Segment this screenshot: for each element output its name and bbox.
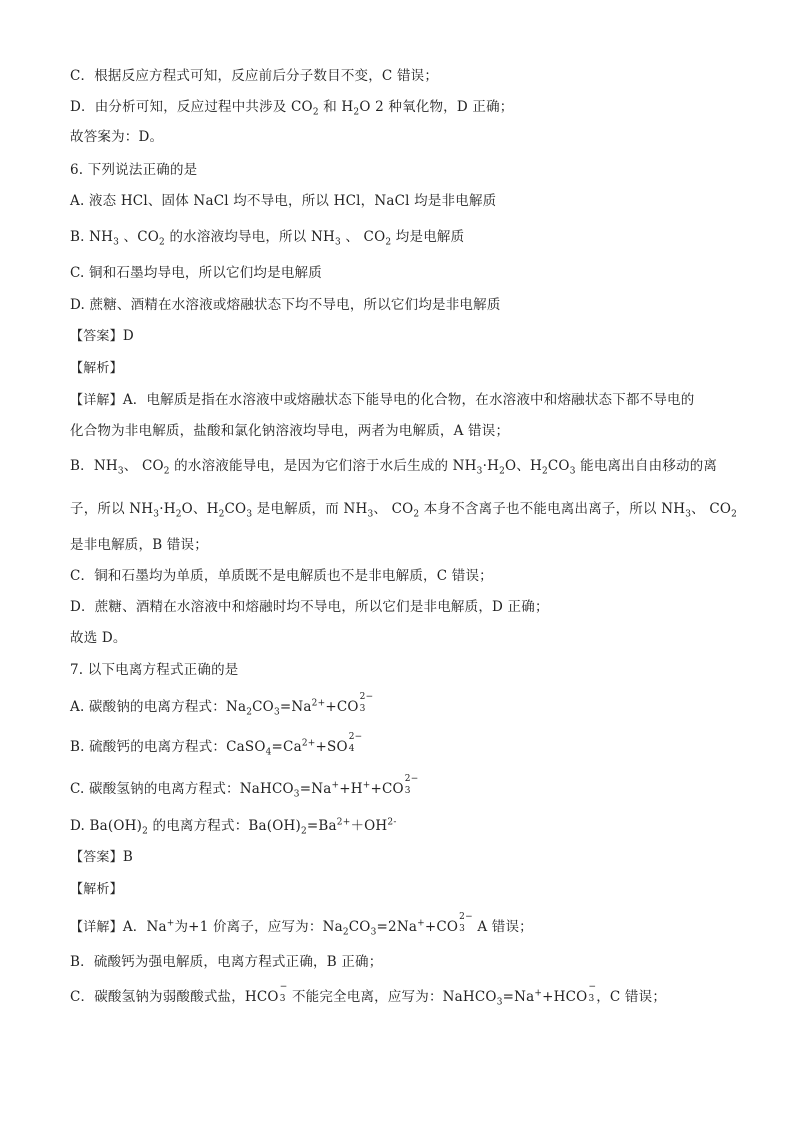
text-line-27: B．硫酸钙为强电解质，电离方程式正确，B 正确； xyxy=(70,954,383,970)
text-line-28: C．碳酸氢钠为弱酸酸式盐，HCO − 3 不能完全电离，应写为：NaHCO$_3$=Na++HCO − 3 ，C 错误； xyxy=(70,981,667,1008)
text-line-12: 化合物为非电解质，盐酸和氯化钠溶液均导电，两者为电解质，A 错误； xyxy=(70,423,510,439)
text-line-17: D．蔗糖、酒精在水溶液中和熔融时均不导电，所以它们是非电解质，D 正确； xyxy=(70,599,549,615)
text-line-15: 是非电解质，B 错误； xyxy=(70,537,208,553)
text-line-11: 【详解】A．电解质是指在水溶液中或熔融状态下能导电的化合物，在水溶液中和熔融状态下都不导电的 xyxy=(70,392,695,408)
text-line-2: D．由分析可知，反应过程中共涉及 $CO_2$ 和 $H_2O$ 2 种氧化物，D 正确； xyxy=(70,99,514,118)
text-line-9: 【答案】D xyxy=(70,328,134,344)
text-line-18: 故选 D。 xyxy=(70,630,127,646)
text-line-10: 【解析】 xyxy=(70,361,123,376)
text-line-5: A. 液态 HCl、固体 NaCl 均不导电，所以 HCl，NaCl 均是非电解质 xyxy=(70,193,497,209)
text-line-16: C．铜和石墨均为单质，单质既不是电解质也不是非电解质，C 错误； xyxy=(70,568,493,584)
text-line-1: C．根据反应方程式可知，反应前后分子数目不变，C 错误； xyxy=(70,68,439,84)
text-line-6: B. $NH_3$ 、$CO_2$ 的水溶液均导电，所以 $NH_3$ 、 $CO_2$ 均是电解质 xyxy=(70,229,465,248)
text-line-7: C. 铜和石墨均导电，所以它们均是电解质 xyxy=(70,265,322,281)
text-line-24: 【答案】B xyxy=(70,849,133,865)
text-line-23: D. $Ba(OH)_2$ 的电离方程式：$Ba(OH)_2=Ba^{2+}+OH^{2-}$ xyxy=(70,817,397,837)
text-line-13: B．$NH_3$、 $CO_2$ 的水溶液能导电，是因为它们溶于水后生成的 $NH_3\cdot H_2O$、$H_2CO_3$ 能电离出自由移动的离 xyxy=(70,458,718,477)
text-line-25: 【解析】 xyxy=(70,882,123,897)
text-line-3: 故答案为：D。 xyxy=(70,129,164,145)
text-line-21: B. 硫酸钙的电离方程式：$CaSO_4=Ca^{2+}+SO$ 2− 4 xyxy=(70,731,363,758)
text-line-8: D. 蔗糖、酒精在水溶液或熔融状态下均不导电，所以它们均是非电解质 xyxy=(70,297,501,313)
text-line-20: A. 碳酸钠的电离方程式：$Na_2CO_3=Na^{2+}+CO$ 2− 3 xyxy=(70,691,374,718)
text-line-19: 7. 以下电离方程式正确的是 xyxy=(70,662,239,678)
text-line-22: C. 碳酸氢钠的电离方程式：NaHCO$_3$=Na++H++CO 2− 3 xyxy=(70,773,419,800)
text-line-4: 6. 下列说法正确的是 xyxy=(70,162,198,178)
text-line-14: 子，所以 $NH_3\cdot H_2O$、$H_2CO_3$ 是电解质，而 $NH_3$、 $CO_2$ 本身不含离子也不能电离出离子，所以 $NH_3$、 $CO_2$ xyxy=(70,501,738,520)
text-line-26: 【详解】A．Na+为+1 价离子，应写为：$Na_2CO_3=2Na^++CO$ 2− 3 A 错误； xyxy=(70,911,533,938)
